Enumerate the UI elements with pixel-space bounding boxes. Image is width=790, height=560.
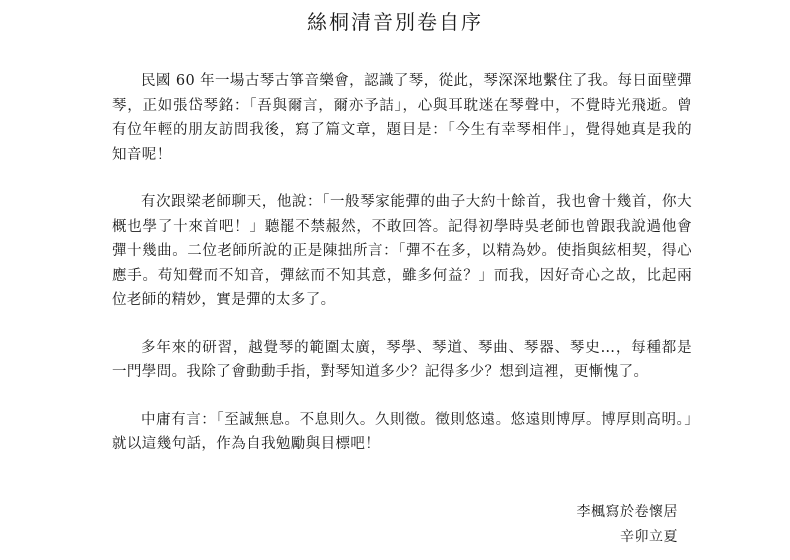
signature-author-line: 李楓寫於卷懷居	[576, 504, 678, 520]
paragraph-2: 有次跟梁老師聊天，他說：「一般琴家能彈的曲子大約十餘首，我也會十幾首，你大概也學了十來首吧！」聽罷不禁赧然，不敢回答。記得初學時吳老師也曾跟我說過他會彈十幾曲。二位老師所說的正是陳拙所言：「彈不在多，以精為妙。使指與絃相契，得心應手。苟知聲而不知音，彈絃而不知其意，雖多何益？」而我，因好奇心之故，比起兩位老師的精妙，實是彈的太多了。	[112, 194, 692, 308]
signature-block	[577, 500, 679, 549]
paragraph-3: 多年來的研習，越覺琴的範圍太廣，琴學、琴道、琴曲、琴器、琴史…，每種都是一門學問。我除了會動動手指，對琴知道多少？記得多少？想到這裡，更慚愧了。	[112, 339, 692, 380]
paragraph-1: 民國 60 年一場古琴古箏音樂會，認識了琴，從此，琴深深地繫住了我。每日面壁彈琴，正如張岱琴銘：「吾與爾言，爾亦予詰」，心與耳耽迷在琴聲中，不覺時光飛逝。曾有位年輕的朋友訪問我後，寫了篇文章，題目是：「今生有幸琴相伴」，覺得她真是我的知音呢！	[112, 73, 692, 163]
signature-date-line: 辛卯立夏	[620, 528, 678, 545]
document-body	[112, 69, 692, 480]
paragraph-4: 中庸有言：「至誠無息。不息則久。久則徵。徵則悠遠。悠遠則博厚。博厚則高明。」就以這幾句話，作為自我勉勵與目標吧！	[112, 411, 692, 452]
document-title: 絲桐清音別卷自序	[307, 10, 483, 34]
